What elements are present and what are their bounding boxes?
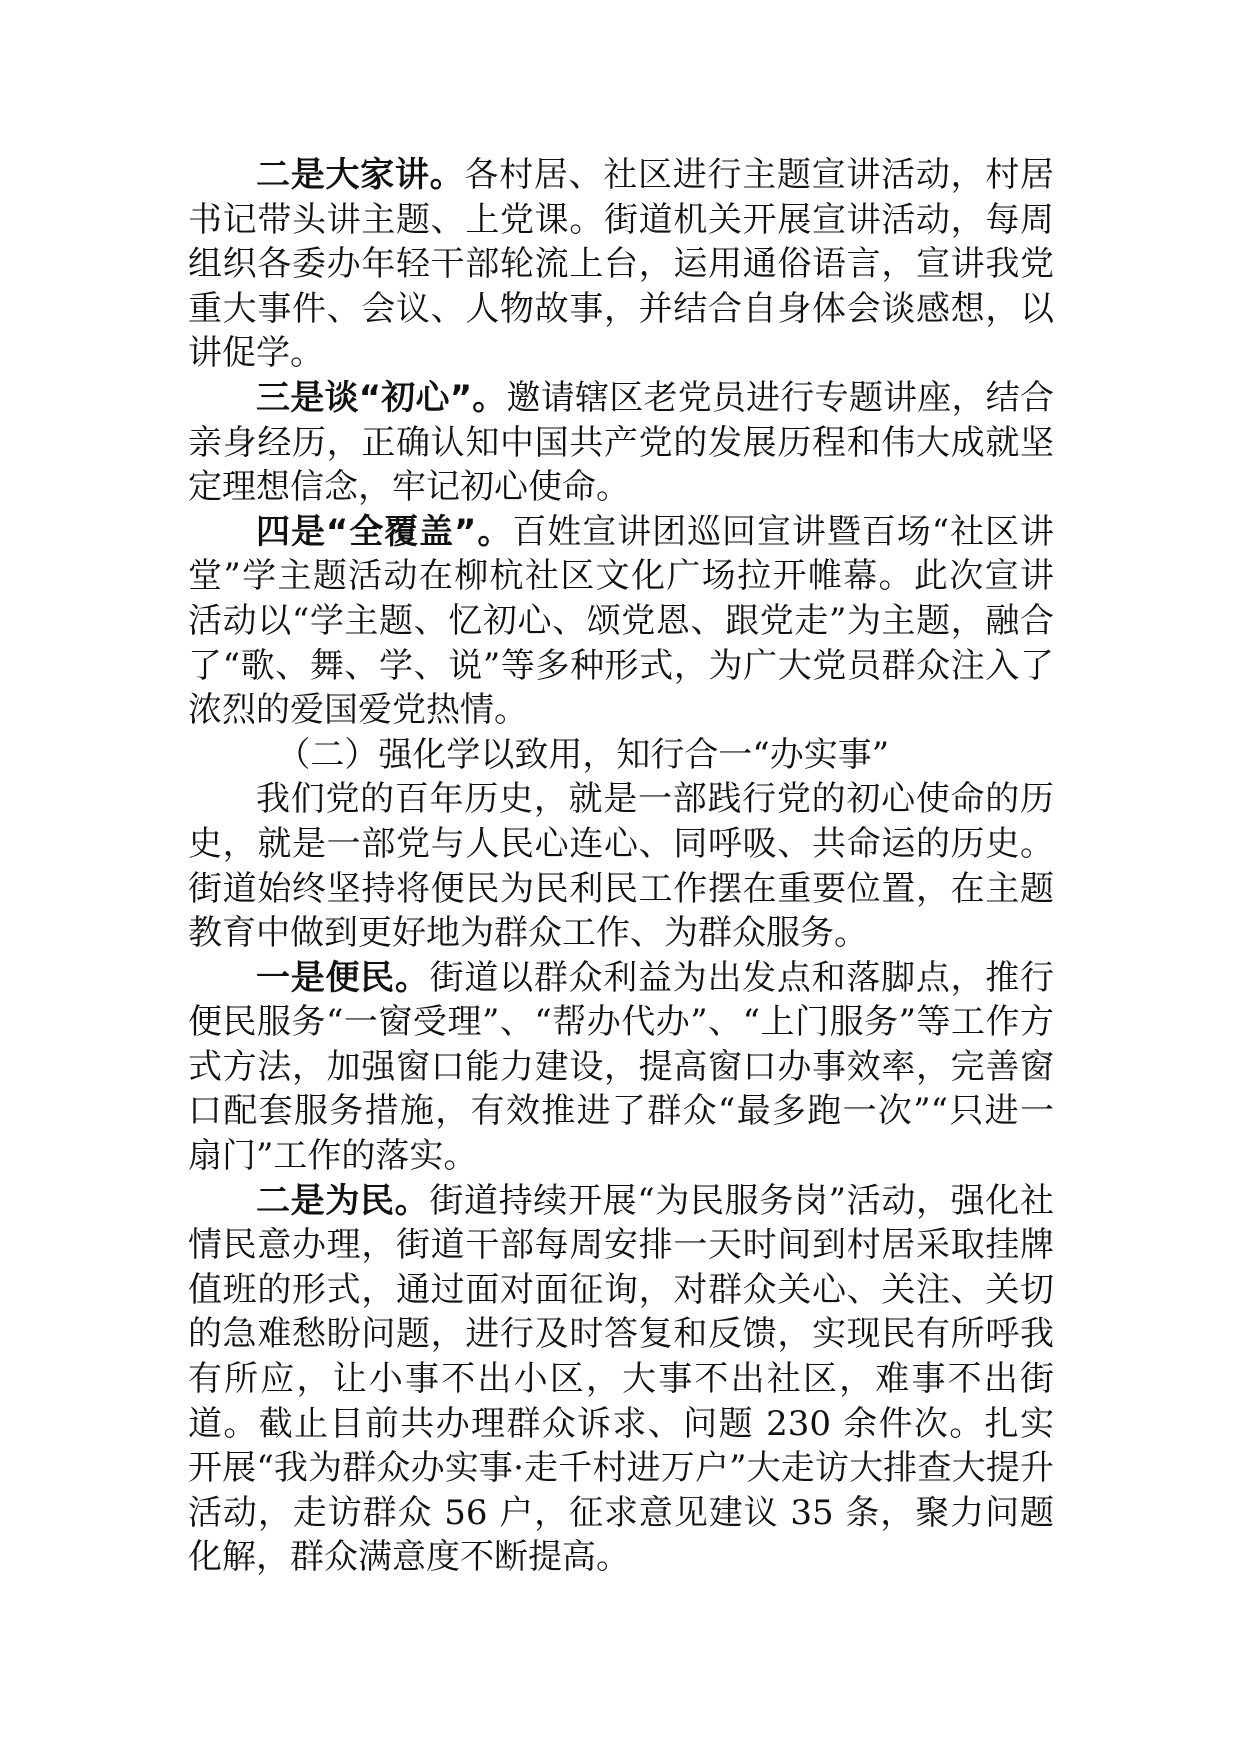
paragraph-body: 街道以群众利益为出发点和落脚点，推行便民服务“一窗受理”、“帮办代办”、“上门服务”等工作方式方法，加强窗口能力建设，提高窗口办事效率，完善窗口配套服务措施，有效推进了群众“最多跑一次”“只进一扇门”工作的落实。 [188,957,1055,1177]
paragraph-body: 我们党的百年历史，就是一部践行党的初心使命的历史，就是一部党与人民心连心、同呼吸、共命运的历史。街道始终坚持将便民为民利民工作摆在重要位置，在主题教育中做到更好地为群众工作、为群众服务。 [188,779,1054,954]
paragraph-lead: 一是便民。 [256,957,430,998]
section-heading: （二）强化学以致用，知行合一“办实事” [276,734,890,775]
paragraph-tan-chuxin [188,376,1054,510]
paragraph-bianmin [188,956,1054,1179]
paragraph-lead: 二是为民。 [256,1180,430,1221]
paragraph-weimin [188,1179,1054,1580]
paragraph-body: 邀请辖区老党员进行专题讲座，结合亲身经历，正确认知中国共产党的发展历程和伟大成就坚定理想信念，牢记初心使命。 [188,377,1055,508]
paragraph-lead: 二是大家讲。 [256,155,465,195]
paragraph-body: 街道持续开展“为民服务岗”活动，强化社情民意办理，街道干部每周安排一天时间到村居采取挂牌值班的形式，通过面对面征询，对群众关心、关注、关切的急难愁盼问题，进行及时答复和反馈，实现民有所呼我有所应，让小事不出小区，大事不出社区，难事不出街道。截止目前共办理群众诉求、问题 230 余件次。扎实开展“我为群众办实事·走千村进万户”大走访大排查大提升活动，走访群众 56 户，征求意见建议 35 条，聚力问题化解，群众满意度不断提高。 [188,1180,1054,1578]
paragraph-body: 各村居、社区进行主题宣讲活动，村居书记带头讲主题、上党课。街道机关开展宣讲活动，每周组织各委办年轻干部轮流上台，运用通俗语言，宣讲我党重大事件、会议、人物故事，并结合自身体会谈感想，以讲促学。 [188,155,1055,374]
paragraph-quan-fugai [188,510,1054,733]
paragraph-intro [188,777,1054,955]
paragraph-body: 百姓宣讲团巡回宣讲暨百场“社区讲堂”学主题活动在柳杭社区文化广场拉开帷幕。此次宣讲活动以“学主题、忆初心、颂党恩、跟党走”为主题，融合了“歌、舞、学、说”等多种形式，为广大党员群众注入了浓烈的爱国爱党热情。 [188,511,1054,731]
paragraph-lead: 四是“全覆盖”。 [256,511,513,552]
paragraph-dajia-jiang [188,153,1054,376]
document-page [188,153,1054,1580]
paragraph-lead: 三是谈“初心”。 [256,377,507,418]
